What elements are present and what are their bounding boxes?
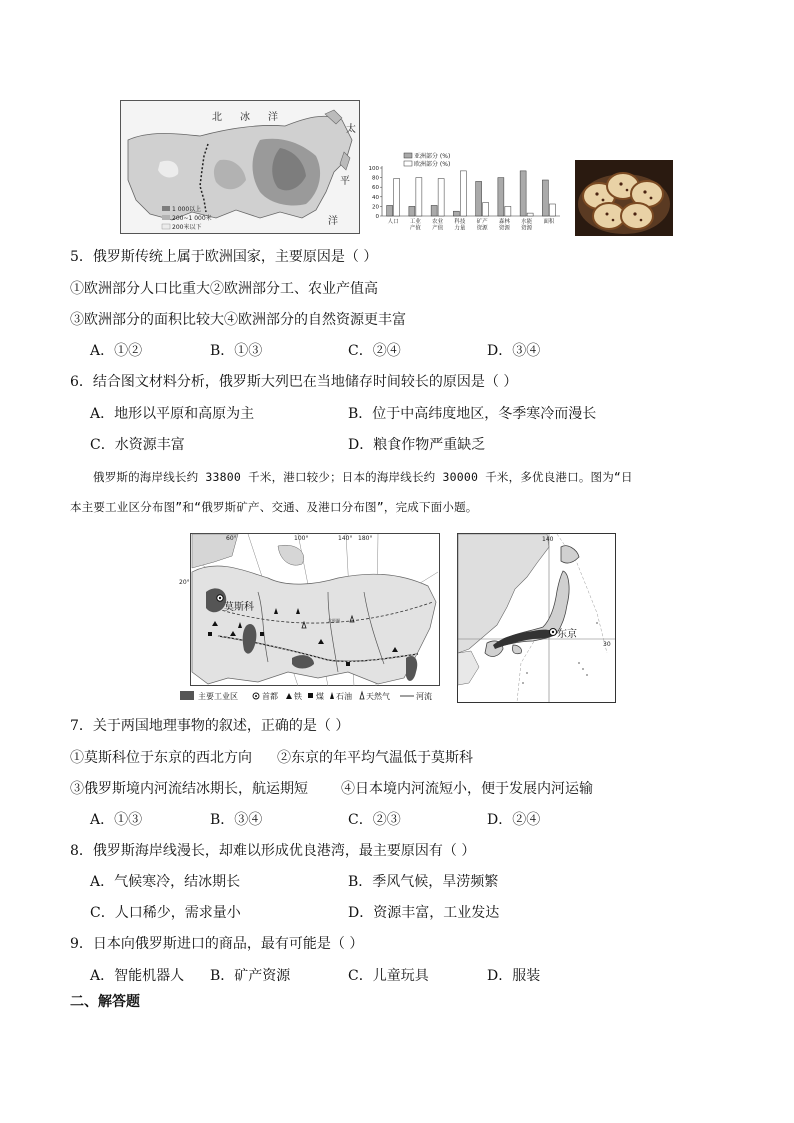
q7-line2b: ④日本境内河流短小，便于发展内河运输	[341, 781, 593, 797]
moscow-label: 莫斯科	[224, 602, 254, 613]
q9-option-b[interactable]: B．矿产资源	[210, 968, 291, 984]
legend-asia: 亚洲部分 (%)	[414, 153, 451, 160]
q9-option-c[interactable]: C．儿童玩具	[348, 968, 429, 984]
label-yang: 洋	[328, 216, 338, 227]
bar-europe	[505, 206, 511, 216]
q5-option-c[interactable]: C．②④	[348, 343, 401, 359]
japan-industry-map	[457, 533, 616, 703]
q8-option-b[interactable]: B．季风气候，旱涝频繁	[348, 874, 499, 890]
q9-option-d[interactable]: D．服装	[487, 968, 541, 984]
legend-industry-swatch	[180, 691, 194, 700]
q6-option-d[interactable]: D．粮食作物严重缺乏	[348, 437, 486, 453]
label-ice: 冰	[240, 112, 250, 123]
q6-option-a[interactable]: A．地形以平原和高原为主	[90, 406, 255, 422]
q5-line2: ③欧洲部分的面积比较大④欧洲部分的自然资源更丰富	[70, 312, 406, 328]
bar-asia	[453, 211, 459, 216]
q6-option-c[interactable]: C．水资源丰富	[90, 437, 185, 453]
bar-europe	[438, 179, 444, 216]
share-bar-chart-svg	[364, 150, 564, 236]
passage-line1: 俄罗斯的海岸线长约 33800 千米，港口较少；日本的海岸线长约 30000 千米，多优良港口。图为“日	[93, 470, 633, 484]
legend-oil: 石油	[336, 692, 352, 701]
legend-iron: 铁	[294, 692, 302, 701]
russia-relief-map-svg	[120, 100, 360, 234]
x-tick-label: 森林	[498, 219, 510, 225]
legend-swatch-europe	[404, 161, 412, 166]
q5-option-b[interactable]: B．①③	[210, 343, 263, 359]
legend-coal: 煤	[316, 692, 324, 701]
bar-europe	[549, 204, 555, 216]
q7-option-c[interactable]: C．②③	[348, 812, 401, 828]
share-bar-chart	[364, 150, 564, 236]
q7-option-d[interactable]: D．②④	[487, 812, 541, 828]
q7-line1a: ①莫斯科位于东京的西北方向	[70, 750, 252, 766]
x-tick-label: 科技	[454, 219, 466, 225]
legend-oil-icon	[330, 692, 334, 699]
label-ping: 平	[340, 176, 350, 187]
q7-option-b[interactable]: B．③④	[210, 812, 263, 828]
q5-option-d[interactable]: D．③④	[487, 343, 541, 359]
russian-bread-photo	[575, 160, 673, 236]
bar-asia	[431, 205, 437, 216]
y-tick-label: 60	[372, 185, 379, 192]
y-tick-label: 20	[372, 204, 379, 211]
bar-asia	[542, 180, 548, 216]
x-tick-label: 工业	[409, 219, 421, 225]
x-tick-label: 资源	[476, 225, 488, 232]
x-tick-label: 资源	[498, 225, 510, 232]
q5-line1: ①欧洲部分人口比重大②欧洲部分工、农业产值高	[70, 281, 378, 297]
x-tick-label: 产值	[409, 225, 421, 232]
passage-line2: 本主要工业区分布图”和“俄罗斯矿产、交通、及港口分布图”，完成下面小题。	[70, 500, 478, 514]
x-tick-label: 资源	[521, 225, 533, 232]
bar-europe	[527, 213, 533, 216]
bar-europe	[394, 179, 400, 216]
legend-low: 200米以下	[172, 224, 202, 231]
bar-asia	[409, 206, 415, 216]
q7-stem: 7．关于两国地理事物的叙述，正确的是（ ）	[70, 718, 350, 734]
x-tick-label: 人口	[387, 219, 399, 225]
lon-180-label: 180°	[358, 535, 373, 542]
q6-option-b[interactable]: B．位于中高纬度地区，冬季寒冷而漫长	[348, 406, 597, 422]
legend-europe: 欧洲部分 (%)	[414, 161, 451, 168]
y-tick-label: 0	[375, 214, 379, 220]
legend-iron-icon	[286, 693, 292, 699]
y-tick-label: 40	[372, 194, 379, 201]
legend-swatch-mid	[162, 215, 170, 220]
lon-60-label: 60°	[226, 535, 237, 542]
x-tick-label: 矿产	[476, 219, 488, 225]
bar-asia	[498, 178, 504, 216]
russia-resource-map	[178, 532, 441, 704]
tokyo-label: 东京	[557, 629, 577, 640]
x-tick-label: 产值	[432, 225, 444, 232]
bread-photo-svg	[575, 160, 673, 236]
y-tick-label: 100	[368, 166, 379, 172]
bar-asia	[476, 181, 482, 216]
q5-stem: 5．俄罗斯传统上属于欧洲国家，主要原因是（ ）	[70, 249, 378, 265]
q9-stem: 9．日本向俄罗斯进口的商品，最有可能是（ ）	[70, 936, 364, 952]
bar-europe	[416, 178, 422, 216]
lat-20-label: 20°	[179, 579, 190, 586]
lon-100-label: 100°	[294, 535, 309, 542]
russia-resource-map-svg	[178, 532, 441, 704]
q6-stem: 6．结合图文材料分析，俄罗斯大列巴在当地储存时间较长的原因是（ ）	[70, 374, 518, 390]
q8-option-d[interactable]: D．资源丰富，工业发达	[348, 905, 500, 921]
russia-relief-map	[120, 100, 360, 234]
label-north: 北	[212, 112, 222, 123]
q8-option-a[interactable]: A．气候寒冷，结冰期长	[90, 874, 241, 890]
q7-option-a[interactable]: A．①③	[90, 812, 143, 828]
x-tick-label: 面积	[543, 219, 555, 225]
x-tick-label: 水能	[521, 219, 533, 225]
legend-river: 河流	[416, 692, 432, 701]
y-tick-label: 80	[372, 175, 379, 182]
q8-option-c[interactable]: C．人口稀少，需求量小	[90, 905, 241, 921]
x-tick-label: 农业	[432, 219, 444, 225]
bar-asia	[387, 205, 393, 216]
x-tick-label: 力量	[454, 225, 466, 232]
arctic-circle-label: 北极圈	[328, 618, 340, 623]
legend-gas-icon	[360, 692, 364, 699]
legend-industry: 主要工业区	[198, 692, 238, 701]
lat-30-label-japan: 30	[603, 641, 611, 648]
legend-swatch-high	[162, 206, 170, 211]
legend-capital: 首都	[262, 692, 278, 701]
chart-legend	[404, 152, 450, 168]
bar-asia	[520, 171, 526, 216]
q9-option-a[interactable]: A．智能机器人	[90, 968, 185, 984]
q7-line1b: ②东京的年平均气温低于莫斯科	[277, 750, 473, 766]
lon-140-label-japan: 140	[542, 536, 554, 543]
q8-stem: 8．俄罗斯海岸线漫长，却难以形成优良港湾，最主要原因有（ ）	[70, 843, 476, 859]
lon-140-label: 140°	[338, 535, 353, 542]
bar-europe	[460, 171, 466, 216]
legend-coal-icon	[308, 693, 313, 698]
q5-option-a[interactable]: A．①②	[90, 343, 143, 359]
q7-line2a: ③俄罗斯境内河流结冰期长，航运期短	[70, 781, 308, 797]
legend-gas: 天然气	[366, 692, 390, 701]
label-tai: 太	[346, 124, 356, 135]
map2-legend	[180, 691, 432, 701]
legend-swatch-asia	[404, 153, 412, 158]
legend-swatch-low	[162, 224, 170, 229]
legend-high: 1 000以上	[172, 206, 202, 213]
bar-europe	[483, 203, 489, 216]
label-ocean: 洋	[268, 112, 278, 123]
japan-industry-map-svg	[457, 533, 616, 703]
legend-mid: 200~1 000米	[172, 215, 212, 222]
section-2-title: 二、解答题	[70, 994, 140, 1010]
